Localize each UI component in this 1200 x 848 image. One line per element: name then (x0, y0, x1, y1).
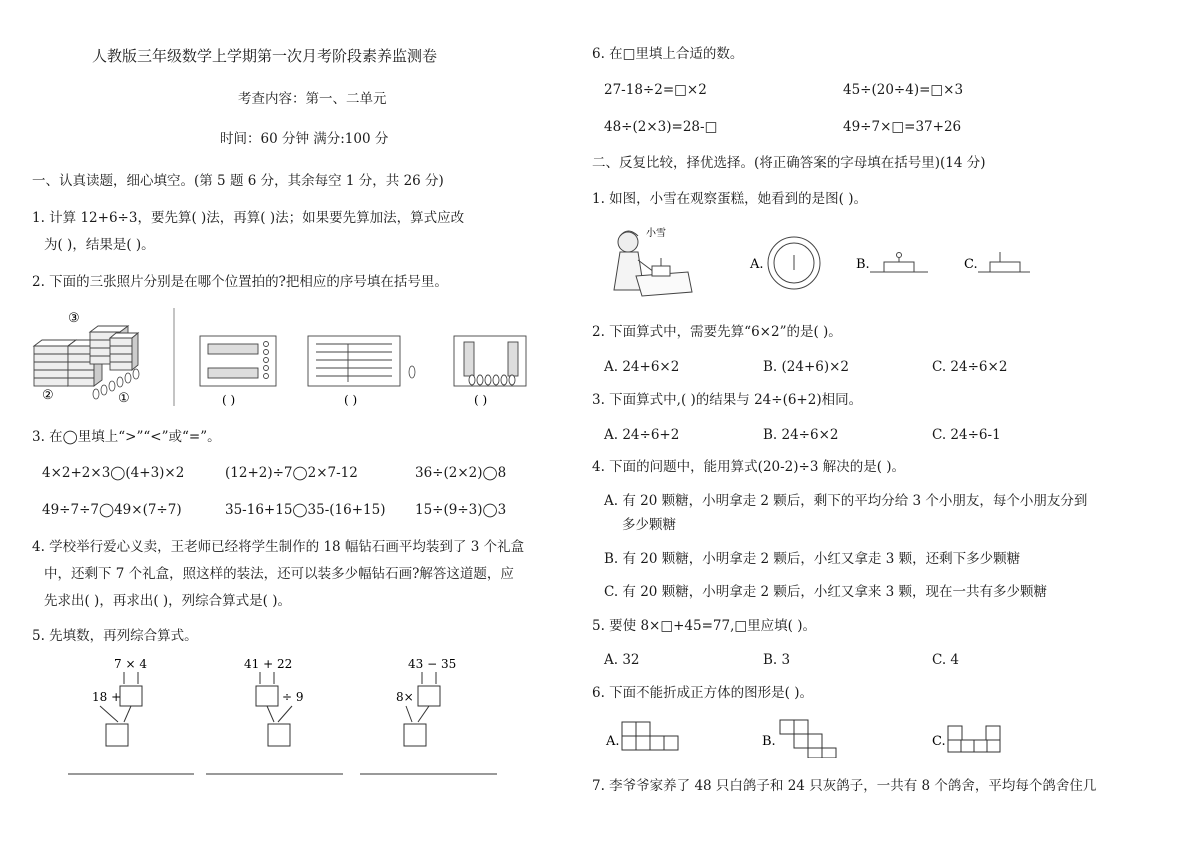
s2-q3-option-c: C. 24÷6-1 (932, 427, 1001, 443)
cake-front-view (870, 253, 928, 273)
tree1-top: 7 × 4 (114, 657, 147, 671)
q4-line3: 先求出( )，再求出( )，列综合算式是( )。 (44, 593, 291, 609)
answer-paren-3: ( ) (474, 393, 488, 407)
tree2-top: 41 + 22 (244, 657, 293, 671)
tree-icon (409, 366, 415, 378)
s2-q4-option-a-line1: A. 有 20 颗糖，小明拿走 2 颗后，剩下的平均分给 3 个小朋友，每个小朋友分到 (604, 493, 1088, 509)
position-label-3: ③ (68, 311, 80, 326)
girl-name-label: 小雪 (646, 228, 666, 239)
q1-line1: 1. 计算 12+6÷3，要先算( )法，再算( )法；如果要先算加法，算式应改 (32, 210, 465, 226)
r-q6-item-1: 27-18÷2=□×2 (604, 82, 707, 98)
s2-q2-option-a: A. 24+6×2 (604, 359, 680, 375)
tree1-side: 18 + (92, 690, 122, 704)
s2-q7-text: 7. 李爷爷家养了 48 只白鸽子和 24 只灰鸽子，一共有 8 个鸽舍，平均每个鸽舍住几 (592, 778, 1097, 794)
cube-net-a (622, 722, 678, 750)
q4-line2: 中，还剩下 7 个礼盒，照这样的装法，还可以装多少幅钻石画?解答这道题，应 (44, 566, 514, 582)
s2-q2-option-b: B. (24+6)×2 (763, 359, 850, 375)
s2-q4-option-b: B. 有 20 颗糖，小明拿走 2 颗后，小红又拿走 3 颗，还剩下多少颗糖 (604, 551, 1021, 567)
photo-2 (308, 336, 400, 386)
r-q6-item-2: 45÷(20÷4)=□×3 (843, 82, 964, 98)
tree3-top: 43 − 35 (408, 657, 457, 671)
exam-meta: 时间：60 分钟 满分:100 分 (220, 131, 389, 147)
r-q6-heading: 6. 在□里填上合适的数。 (592, 46, 744, 62)
q5-text: 5. 先填数，再列综合算式。 (32, 628, 198, 644)
s2-q1-option-a: A. (750, 257, 764, 272)
s2-q3-option-b: B. 24÷6×2 (763, 427, 839, 443)
exam-content: 考查内容：第一、二单元 (238, 91, 387, 107)
girl-illustration (614, 231, 692, 296)
s2-q1-option-b: B. (856, 257, 870, 272)
q3-item-6: 15÷(9÷3)◯3 (415, 502, 507, 518)
q3-item-3: 36÷(2×2)◯8 (415, 465, 507, 481)
section2-heading: 二、反复比较，择优选择。(将正确答案的字母填在括号里)(14 分) (592, 155, 986, 171)
cube-net-c (948, 726, 1000, 752)
tree2-right: ÷ 9 (282, 690, 304, 704)
photo-1 (200, 336, 276, 386)
s2-q4-option-a-line2: 多少颗糖 (622, 517, 676, 533)
r-q6-item-3: 48÷(2×3)=28-□ (604, 119, 718, 135)
section1-heading: 一、认真读题，细心填空。(第 5 题 6 分，其余每空 1 分，共 26 分) (32, 173, 444, 189)
s2-q1-option-c: C. (964, 257, 978, 272)
r-q6-item-4: 49÷7×□=37+26 (843, 119, 962, 135)
q3-item-5: 35-16+15◯35-(16+15) (225, 502, 386, 518)
s2-q5-text: 5. 要使 8×□+45=77,□里应填( )。 (592, 618, 816, 634)
q3-item-2: (12+2)÷7◯2×7-12 (225, 465, 358, 481)
s2-q4-text: 4. 下面的问题中，能用算式(20-2)÷3 解决的是( )。 (592, 459, 906, 475)
cake-top-view (768, 237, 820, 289)
s2-q6-figure (600, 714, 1020, 758)
s2-q3-option-a: A. 24÷6+2 (604, 427, 680, 443)
s2-q5-option-c: C. 4 (932, 652, 960, 668)
photo-3 (454, 336, 526, 386)
q3-item-1: 4×2+2×3◯(4+3)×2 (42, 465, 185, 481)
exam-title: 人教版三年级数学上学期第一次月考阶段素养监测卷 (92, 47, 438, 65)
q2-figure (28, 302, 548, 412)
box-stacks (34, 326, 138, 386)
position-label-2: ② (42, 388, 54, 403)
s2-q1-text: 1. 如图，小雪在观察蛋糕，她看到的是图( )。 (592, 191, 867, 207)
s2-q6-option-c: C. (932, 734, 946, 749)
cake-side-view (978, 252, 1030, 272)
s2-q4-option-c: C. 有 20 颗糖，小明拿走 2 颗后，小红又拿来 3 颗，现在一共有多少颗糖 (604, 584, 1048, 600)
q2-text: 2. 下面的三张照片分别是在哪个位置拍的?把相应的序号填在括号里。 (32, 274, 448, 290)
s2-q2-text: 2. 下面算式中，需要先算“6×2”的是( )。 (592, 324, 842, 340)
tree3-side: 8× (396, 690, 414, 704)
q3-text: 3. 在◯里填上“>”“<”或“=”。 (32, 429, 221, 445)
position-label-1: ① (118, 391, 130, 406)
s2-q6-option-b: B. (762, 734, 776, 749)
answer-paren-2: ( ) (344, 393, 358, 407)
q3-item-4: 49÷7÷7◯49×(7÷7) (42, 502, 182, 518)
answer-paren-1: ( ) (222, 393, 236, 407)
s2-q5-option-a: A. 32 (604, 652, 640, 668)
cube-net-b (780, 720, 836, 758)
q4-line1: 4. 学校举行爱心义卖，王老师已经将学生制作的 18 幅钻石画平均装到了 3 个礼盒 (32, 539, 525, 555)
s2-q6-option-a: A. (606, 734, 620, 749)
q1-line2: 为( )，结果是( )。 (44, 237, 155, 253)
s2-q5-option-b: B. 3 (763, 652, 791, 668)
s2-q2-option-c: C. 24÷6×2 (932, 359, 1008, 375)
q5-figure (60, 656, 520, 786)
s2-q3-text: 3. 下面算式中,( )的结果与 24÷(6+2)相同。 (592, 392, 863, 408)
s2-q6-text: 6. 下面不能折成正方体的图形是( )。 (592, 685, 813, 701)
s2-q1-figure (598, 220, 1048, 304)
